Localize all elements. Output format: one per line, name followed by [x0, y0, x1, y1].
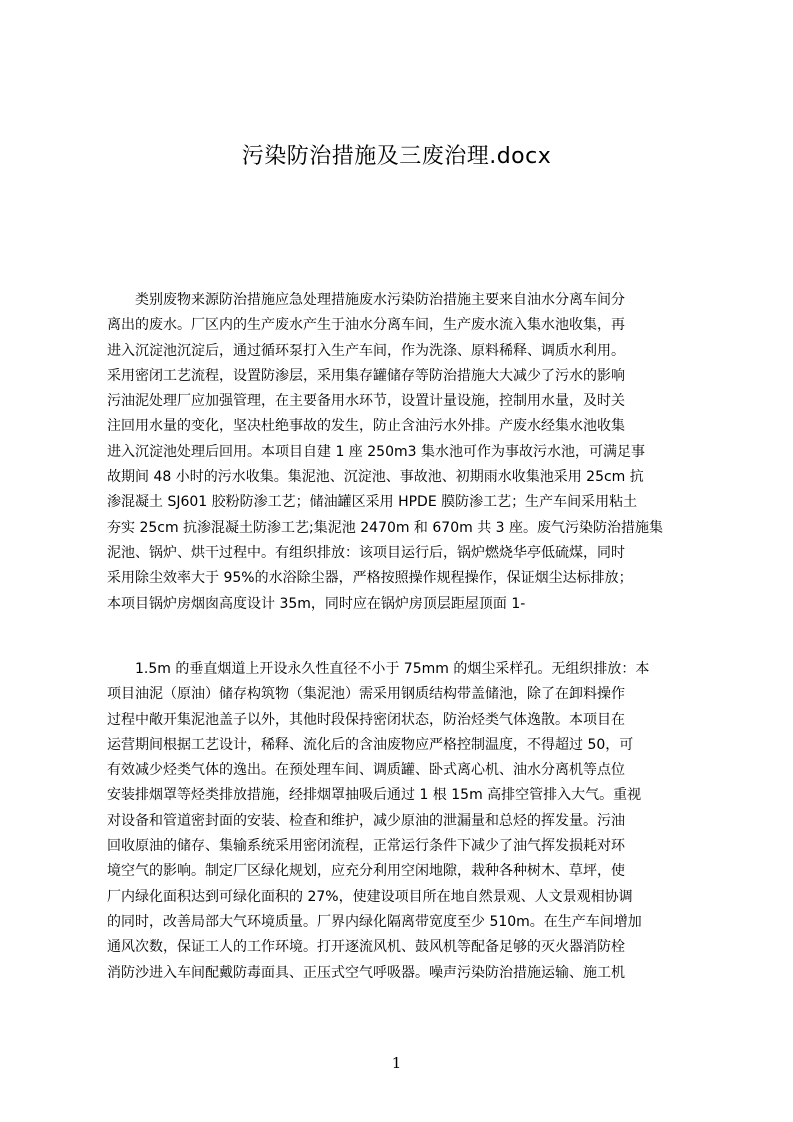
- text-line: 污油泥处理厂应加强管理，在主要备用水环节，设置计量设施，控制用水量，及时关: [107, 393, 625, 410]
- paragraph-1: [107, 288, 699, 617]
- text-line: 夯实 25cm 抗渗混凝土防渗工艺;集泥池 2470m 和 670m 共 3 座。废气污染防治措施集: [107, 519, 663, 536]
- text-line: 离出的废水。厂区内的生产废水产生于油水分离车间，生产废水流入集水池收集，再: [107, 317, 625, 334]
- text-line: 消防沙进入车间配戴防毒面具、正压式空气呼吸器。噪声污染防治措施运输、施工机: [107, 964, 625, 981]
- text-line: 对设备和管道密封面的安装、检查和维护，减少原油的泄漏量和总烃的挥发量。污油: [107, 812, 625, 829]
- text-line: 通风次数，保证工人的工作环境。打开逐流风机、鼓风机等配备足够的灭火器消防栓: [107, 939, 625, 956]
- text-line: 类别废物来源防治措施应急处理措施废水污染防治措施主要来自油水分离车间分: [135, 292, 625, 308]
- text-line: 故期间 48 小时的污水收集。集泥池、沉淀池、事故池、初期雨水收集池采用 25cm 抗: [107, 469, 644, 486]
- page-number: 1: [391, 1054, 402, 1072]
- text-line: 过程中敞开集泥池盖子以外，其他时段保持密闭状态，防治烃类气体逸散。本项目在: [107, 711, 625, 728]
- text-line: 的同时，改善局部大气环境质量。厂界内绿化隔离带宽度至少 510m。在生产车间增加: [107, 913, 642, 930]
- paragraph-2: [107, 657, 699, 986]
- text-line: 采用密闭工艺流程，设置防渗层，采用集存罐储存等防治措施大大减少了污水的影响: [107, 367, 625, 384]
- text-line: 注回用水量的变化，坚决杜绝事故的发生，防止含油污水外排。产废水经集水池收集: [107, 418, 625, 435]
- text-line: 泥池、锅炉、烘干过程中。有组织排放：该项目运行后，锅炉燃烧华亭低硫煤，同时: [107, 544, 625, 561]
- text-line: 渗混凝土 SJ601 胶粉防渗工艺；储油罐区采用 HPDE 膜防渗工艺；生产车间采用粘土: [107, 494, 638, 511]
- text-line: 本项目锅炉房烟囱高度设计 35m，同时应在锅炉房顶层距屋顶面 1-: [107, 595, 526, 612]
- text-line: 厂内绿化面积达到可绿化面积的 27%，使建设项目所在地自然景观、人文景观相协调: [107, 888, 633, 905]
- text-line: 进入沉淀池沉淀后，通过循环泵打入生产车间，作为洗涤、原料稀释、调质水利用。: [107, 342, 625, 359]
- text-line: 采用除尘效率大于 95%的水浴除尘器，严格按照操作规程操作，保证烟尘达标排放；: [107, 570, 633, 587]
- text-line: 回收原油的储存、集输系统采用密闭流程，正常运行条件下减少了油气挥发损耗对环: [107, 838, 625, 855]
- text-line: 1.5m 的垂直烟道上开设永久性直径不小于 75mm 的烟尘采样孔。无组织排放：本: [135, 661, 650, 677]
- text-line: 运营期间根据工艺设计，稀释、流化后的含油废物应严格控制温度，不得超过 50，可: [107, 736, 634, 753]
- document-title: 污染防治措施及三废治理.docx: [241, 144, 552, 169]
- text-line: 安装排烟罩等烃类排放措施，经排烟罩抽吸后通过 1 根 15m 高排空管排入大气。重视: [107, 787, 642, 804]
- text-line: 项目油泥（原油）储存构筑物（集泥池）需采用钢质结构带盖储池，除了在卸料操作: [107, 686, 625, 703]
- text-line: 有效减少烃类气体的逸出。在预处理车间、调质罐、卧式离心机、油水分离机等点位: [107, 762, 625, 779]
- text-line: 境空气的影响。制定厂区绿化规划，应充分利用空闲地隙，栽种各种树木、草坪，使: [107, 863, 625, 880]
- text-line: 进入沉淀池处理后回用。本项目自建 1 座 250m3 集水池可作为事故污水池，可满足事: [107, 443, 645, 460]
